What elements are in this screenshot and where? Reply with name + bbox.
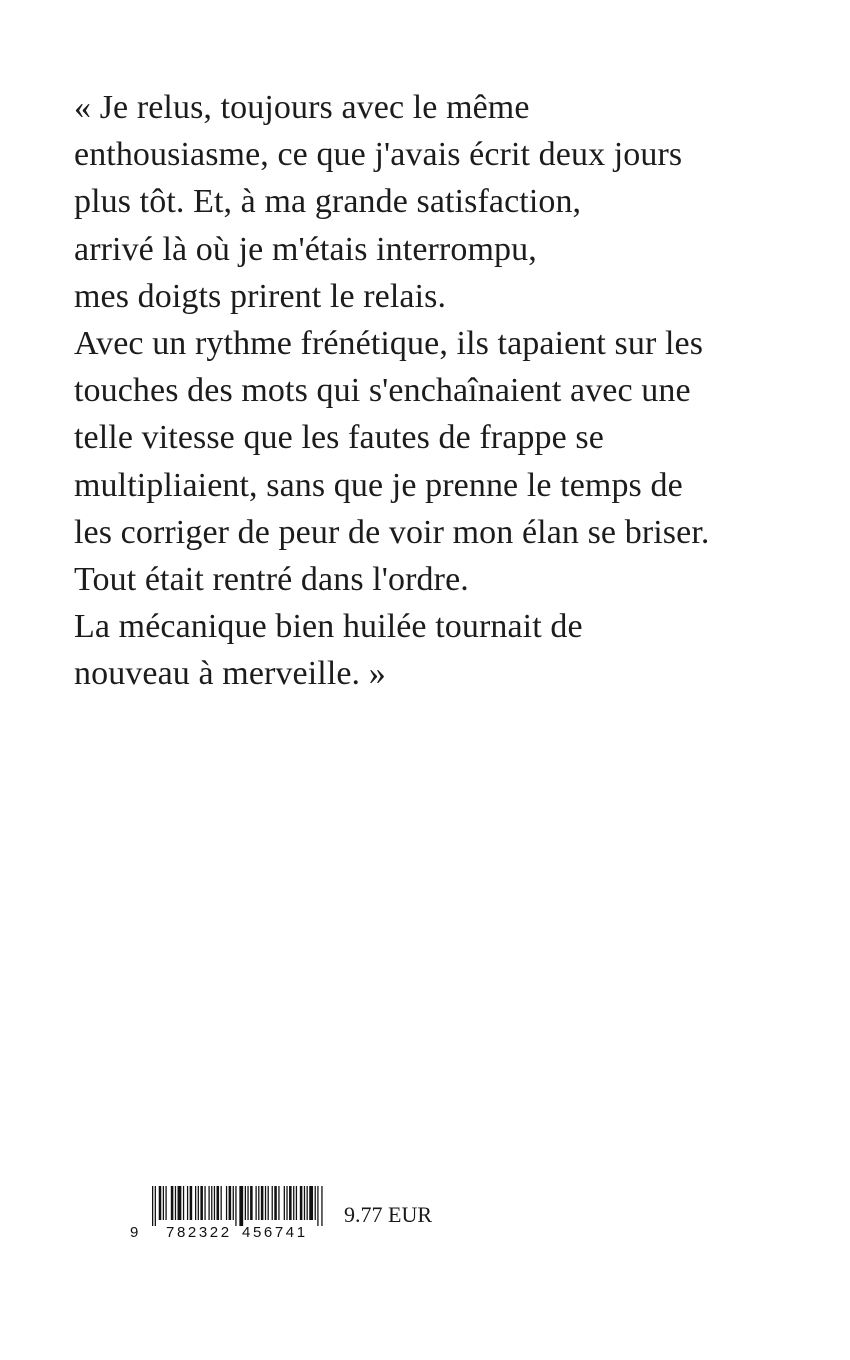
barcode-bar [200, 1186, 203, 1220]
barcode-bar [278, 1186, 279, 1220]
barcode-bar [239, 1186, 243, 1226]
quote-line-2: enthousiasme, ce que j'avais écrit deux jours [74, 136, 683, 174]
barcode-bar [258, 1186, 259, 1220]
barcode-bar [265, 1186, 266, 1220]
barcode-bar [204, 1186, 205, 1220]
isbn-left-group: 782322 [166, 1224, 232, 1241]
barcode-bar [321, 1186, 322, 1226]
quote-line-4: arrivé là où je m'étais interrompu, [74, 230, 537, 268]
quote-line-11: Tout était rentré dans l'ordre. [74, 561, 469, 599]
barcode-bar [304, 1186, 305, 1220]
barcode-bar [245, 1186, 246, 1220]
barcode-bar [190, 1186, 193, 1220]
barcode-bar [152, 1186, 153, 1226]
barcode-bar [175, 1186, 176, 1220]
price-label: 9.77 EUR [344, 1202, 432, 1227]
barcode-bar [235, 1186, 236, 1226]
barcode-bar [211, 1186, 212, 1220]
barcode-bar [284, 1186, 285, 1220]
barcode-bar [309, 1186, 313, 1220]
barcode-bar [286, 1186, 287, 1220]
barcode-bar [198, 1186, 199, 1220]
barcode-bar [261, 1186, 264, 1220]
isbn-first-digit: 9 [130, 1224, 139, 1241]
blurb-quote [74, 84, 794, 698]
quote-line-7: touches des mots qui s'enchaînaient avec une [74, 372, 691, 410]
barcode-bar [293, 1186, 294, 1220]
barcode-bar [247, 1186, 248, 1220]
barcode-bar [250, 1186, 253, 1220]
barcode-bar [214, 1186, 215, 1220]
barcode-bar [183, 1186, 184, 1220]
barcode-bar [274, 1186, 277, 1220]
barcode-bar [300, 1186, 303, 1220]
barcode-bar [163, 1186, 164, 1220]
barcode-bar [221, 1186, 222, 1220]
barcode-bar [187, 1186, 188, 1220]
barcode-bar [255, 1186, 256, 1220]
quote-line-1: « Je relus, toujours avec le même [74, 89, 530, 126]
barcode-bar [268, 1186, 269, 1220]
barcode-bar [165, 1186, 166, 1220]
barcode-bar [233, 1186, 234, 1220]
quote-line-3: plus tôt. Et, à ma grande satisfaction, [74, 183, 582, 221]
quote-line-8: telle vitesse que les fautes de frappe se [74, 419, 604, 457]
isbn-right-group: 456741 [242, 1224, 308, 1241]
barcode-bar [315, 1186, 316, 1220]
quote-line-10: les corriger de peur de voir mon élan se briser. [74, 513, 710, 551]
barcode-bar [229, 1186, 232, 1220]
barcode-bar [178, 1186, 182, 1220]
barcode-icon [152, 1186, 324, 1226]
barcode-bar [171, 1186, 174, 1220]
barcode-bar [159, 1186, 162, 1220]
quote-line-5: mes doigts prirent le relais. [74, 277, 447, 315]
barcode-block [130, 1186, 442, 1246]
quote-line-13: nouveau à merveille. » [74, 655, 386, 693]
barcode-bar [226, 1186, 227, 1220]
barcode-bar [217, 1186, 220, 1220]
barcode-bar [289, 1186, 292, 1220]
quote-line-12: La mécanique bien huilée tournait de [74, 608, 583, 646]
barcode-bar [195, 1186, 196, 1220]
barcode-bar [272, 1186, 273, 1220]
barcode-bar [317, 1186, 318, 1226]
barcode-bar [307, 1186, 308, 1220]
quote-line-6: Avec un rythme frénétique, ils tapaient sur les [74, 325, 704, 363]
quote-line-9: multipliaient, sans que je prenne le temps de [74, 466, 683, 504]
barcode-bar [155, 1186, 156, 1226]
barcode-bar [296, 1186, 297, 1220]
barcode-bar [208, 1186, 209, 1220]
